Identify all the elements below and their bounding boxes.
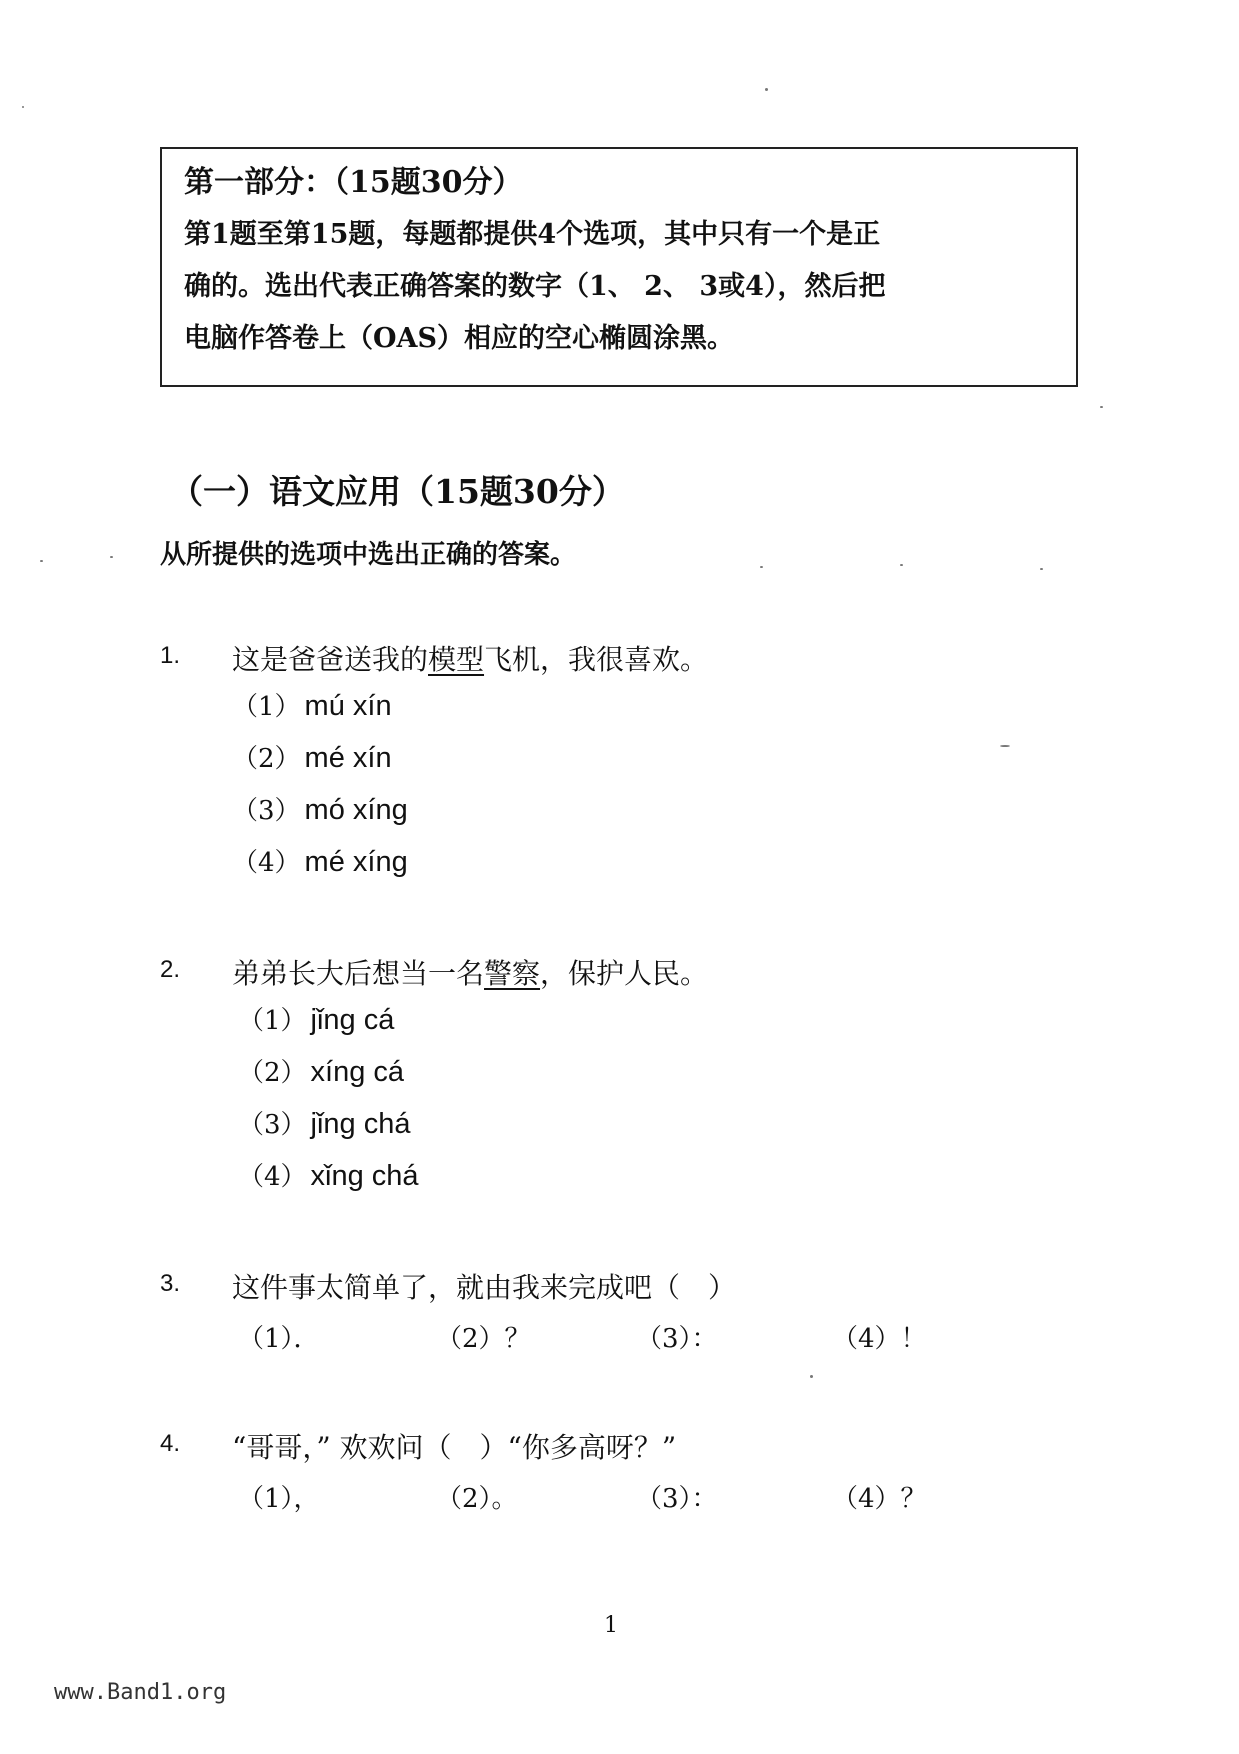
option-text: ． <box>293 1324 320 1354</box>
option-number: （4） <box>238 1162 307 1192</box>
option-1 <box>238 1000 394 1037</box>
option-number: （1） <box>232 692 301 722</box>
question-text-before: 弟弟长大后想当一名 <box>232 957 485 990</box>
scan-speck <box>22 106 24 108</box>
option-2 <box>436 1478 518 1515</box>
option-3 <box>636 1318 718 1355</box>
watermark: www.Band1.org <box>54 1680 227 1705</box>
option-number: （4） <box>832 1324 901 1354</box>
question-number: 3. <box>160 1270 181 1297</box>
option-number: （3） <box>636 1484 692 1514</box>
instructions-box <box>160 147 1078 387</box>
option-number: （1） <box>238 1324 294 1354</box>
option-2 <box>232 738 392 775</box>
question-text-after: 飞机，我很喜欢。 <box>484 643 709 676</box>
question-text-before: 这是爸爸送我的 <box>232 643 429 676</box>
option-text: 。 <box>491 1484 518 1514</box>
option-text: mú xín <box>304 690 392 722</box>
question-text: 这件事太简单了，就由我来完成吧（ ） <box>232 1271 737 1304</box>
option-1 <box>238 1318 320 1355</box>
scan-speck <box>810 1375 813 1378</box>
question-number: 2. <box>160 956 181 983</box>
option-text: xǐng chá <box>310 1160 419 1192</box>
option-text: mé xíng <box>304 846 408 878</box>
instructions-line-2: 确的。选出代表正确答案的数字（1、 2、 3或4），然后把 <box>184 271 886 302</box>
option-3 <box>238 1104 411 1141</box>
option-text: ： <box>691 1484 718 1514</box>
option-number: （4） <box>232 848 301 878</box>
option-number: （3） <box>232 796 301 826</box>
question-text: “哥哥，” 欢欢问（ ）“你多高呀？” <box>232 1431 677 1464</box>
option-number: （2） <box>232 744 301 774</box>
option-number: （3） <box>636 1324 692 1354</box>
option-text: ， <box>293 1484 320 1514</box>
scan-speck <box>1000 745 1010 747</box>
scan-speck <box>110 556 113 558</box>
page-number: 1 <box>604 1613 618 1638</box>
option-number: （1） <box>238 1484 294 1514</box>
question-number: 1. <box>160 642 181 669</box>
section-subtitle: 从所提供的选项中选出正确的答案。 <box>160 540 577 570</box>
option-text: ！ <box>900 1324 927 1354</box>
scan-speck <box>40 560 43 562</box>
option-1 <box>238 1478 320 1515</box>
option-3 <box>636 1478 718 1515</box>
scan-speck <box>760 566 763 568</box>
option-text: jǐng cá <box>310 1004 395 1036</box>
scan-speck <box>1040 568 1043 570</box>
option-text: ？ <box>900 1484 927 1514</box>
option-text: mé xín <box>304 742 392 774</box>
section-title: （一）语文应用（15题30分） <box>170 472 625 511</box>
option-text: ？ <box>504 1324 531 1354</box>
instructions-title: 第一部分：（15题30分） <box>184 165 523 200</box>
option-2 <box>436 1318 531 1355</box>
option-number: （1） <box>238 1006 307 1036</box>
underlined-word: 模型 <box>428 643 485 676</box>
option-text: ： <box>691 1324 718 1354</box>
scan-speck <box>1100 406 1103 408</box>
scan-speck <box>765 88 768 91</box>
option-4 <box>832 1318 927 1355</box>
option-text: mó xíng <box>304 794 408 826</box>
instructions-line-3: 电脑作答卷上（OAS）相应的空心椭圆涂黑。 <box>184 323 734 354</box>
question-text <box>232 638 708 678</box>
option-number: （2） <box>436 1324 505 1354</box>
scan-speck <box>900 564 903 566</box>
question-number: 4. <box>160 1430 181 1457</box>
option-4 <box>232 842 408 879</box>
option-number: （4） <box>832 1484 901 1514</box>
option-number: （2） <box>238 1058 307 1088</box>
option-3 <box>232 790 408 827</box>
option-number: （3） <box>238 1110 307 1140</box>
instructions-line-1: 第1题至第15题，每题都提供4个选项，其中只有一个是正 <box>184 219 881 250</box>
option-text: xíng cá <box>310 1056 405 1088</box>
option-2 <box>238 1052 404 1089</box>
underlined-word: 警察 <box>484 957 541 990</box>
question-text-after: ，保护人民。 <box>540 957 709 990</box>
option-4 <box>832 1478 927 1515</box>
option-4 <box>238 1156 419 1193</box>
option-number: （2） <box>436 1484 492 1514</box>
option-text: jǐng chá <box>310 1108 411 1140</box>
option-1 <box>232 686 392 723</box>
question-text <box>232 952 708 992</box>
